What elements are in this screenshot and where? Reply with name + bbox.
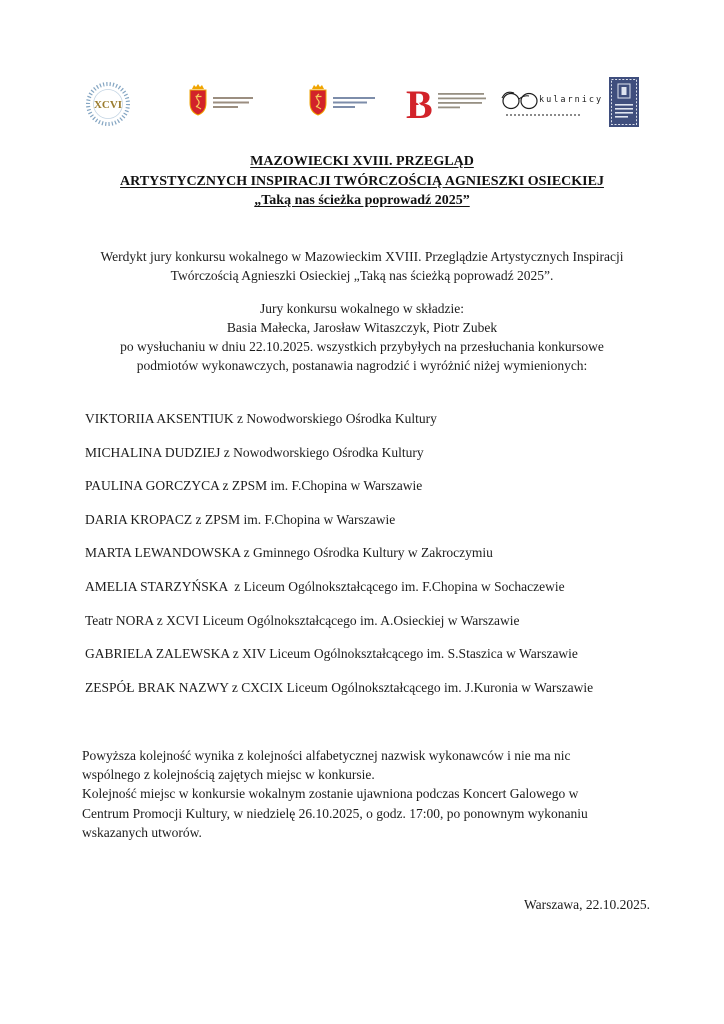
- winner-row: VIKTORIIA AKSENTIUK z Nowodworskiego Ośrodka Kultury: [85, 411, 437, 426]
- jury-line-3: po wysłuchaniu w dniu 22.10.2025. wszystkich przybyłych na przesłuchania konkursowe: [120, 339, 604, 354]
- jury-line-4: podmiotów wykonawczych, postanawia nagrodzić i wyróżnić niżej wymienionych:: [136, 358, 588, 373]
- xcvi-liceum-seal-logo: [84, 80, 132, 128]
- closing-line-2: wspólnego z kolejnością zajętych miejsc w konkursie.: [82, 767, 375, 783]
- glasses-wordmark: [500, 88, 603, 112]
- verdict-line-1: Werdykt jury konkursu wokalnego w Mazowieckim XVIII. Przeglądzie Artystycznych Inspiracji: [100, 249, 624, 264]
- title-line-3: „Taką nas ścieżka poprowadź 2025”: [254, 193, 470, 208]
- document-title: [0, 152, 724, 211]
- verdict-line-2: Twórczością Agnieszki Osieckiej „Taką nas ścieżką poprowadź 2025”.: [170, 268, 554, 283]
- seal-icon: [84, 80, 132, 128]
- logo-strip: [0, 76, 724, 132]
- glasses-icon: [500, 88, 540, 112]
- closing-line-1: Powyższa kolejność wynika z kolejności alfabetycznej nazwisk wykonawców i nie ma nic: [82, 748, 571, 763]
- closing-line-3: Kolejność miejsc w konkursie wokalnym zostanie ujawniona podczas Koncert Galowego w: [82, 786, 579, 802]
- place-date: Warszawa, 22.10.2025.: [523, 897, 650, 912]
- closing-paragraph: [82, 746, 672, 842]
- winners-list: [85, 411, 685, 713]
- okularnicy-text: kularnicy: [539, 95, 604, 105]
- public-library-logo: [406, 83, 494, 127]
- jury-line-2: Basia Małecka, Jarosław Witaszczyk, Piotr Zubek: [226, 320, 498, 335]
- library-b-icon: [406, 83, 494, 127]
- mazowieckie-warszawa-crest-logo: [297, 82, 377, 128]
- okularnicy-caption-line: [506, 114, 580, 116]
- winner-row: MICHALINA DUDZIEJ z Nowodworskiego Ośrodka Kultury: [85, 444, 424, 460]
- winner-row: DARIA KROPACZ z ZPSM im. F.Chopina w Warszawie: [85, 511, 396, 527]
- title-line-2: ARTYSTYCZNYCH INSPIRACJI TWÓRCZOŚCIĄ AGNIESZKI OSIECKIEJ: [120, 173, 604, 189]
- winner-row: GABRIELA ZALEWSKA z XIV Liceum Ogólnokształcącego im. S.Staszica w Warszawie: [85, 646, 578, 662]
- centrum-promocji-kultury-logo: [609, 77, 639, 127]
- warsaw-crest-icon: [177, 82, 257, 128]
- jury-line-1: Jury konkursu wokalnego w składzie:: [260, 301, 464, 316]
- closing-line-4: Centrum Promocji Kultury, w niedzielę 26.10.2025, o godz. 17:00, po ponownym wykonaniu: [82, 805, 588, 821]
- seal-center-text: XCVI: [93, 99, 123, 111]
- title-line-1: MAZOWIECKI XVIII. PRZEGLĄD: [250, 154, 474, 169]
- jury-paragraph: [40, 299, 684, 375]
- winner-row: ZESPÓŁ BRAK NAZWY z CXCIX Liceum Ogólnokształcącego im. J.Kuronia w Warszawie: [85, 679, 594, 695]
- verdict-paragraph: [40, 247, 684, 285]
- winner-row: PAULINA GORCZYCA z ZPSM im. F.Chopina w Warszawie: [85, 478, 423, 494]
- winner-row: Teatr NORA z XCVI Liceum Ogólnokształcącego im. A.Osieckiej w Warszawie: [85, 612, 520, 628]
- okularnicy-foundation-logo: [500, 88, 603, 116]
- closing-line-5: wskazanych utworów.: [82, 824, 202, 840]
- warsaw-crest-icon: [297, 82, 377, 128]
- praga-poludnie-crest-logo: [177, 82, 257, 128]
- winner-row: MARTA LEWANDOWSKA z Gminnego Ośrodka Kultury w Zakroczymiu: [85, 545, 493, 561]
- svg-text:B: B: [406, 83, 433, 127]
- cpk-emblem-icon: [609, 77, 639, 127]
- winner-row: AMELIA STARZYŃSKA z Liceum Ogólnokształcącego im. F.Chopina w Sochaczewie: [85, 578, 565, 594]
